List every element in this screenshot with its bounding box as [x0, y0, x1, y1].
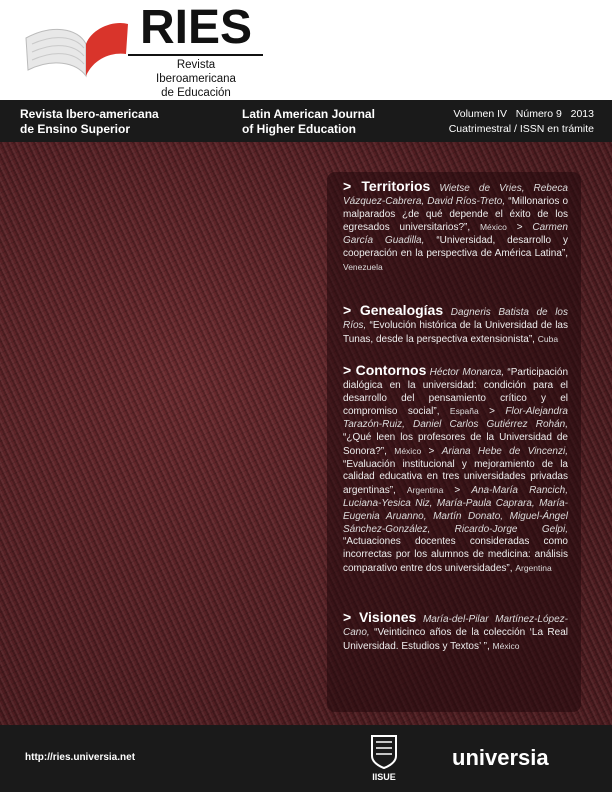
- section-heading: Contornos: [355, 362, 427, 378]
- title-rule: [128, 54, 263, 56]
- issue-info: [449, 107, 594, 137]
- journal-logo-title: RIES: [140, 1, 253, 54]
- portuguese-title-line1: Revista Ibero-americana: [20, 107, 159, 121]
- article-title: “Evaluación institucional y mejoramiento de la calidad educativa en tres universidades privadas argentinas”,: [343, 458, 568, 497]
- article-authors: Ariana Hebe de Vincenzi,: [441, 445, 568, 457]
- header: [0, 0, 612, 100]
- article-country: España: [449, 406, 479, 417]
- article-separator: >: [421, 445, 442, 457]
- article-separator: >: [478, 406, 506, 418]
- subtitle-line2: de Educación: [161, 87, 231, 99]
- section-heading: Genealogías: [359, 302, 444, 318]
- section-arrow-icon: >: [343, 609, 359, 625]
- article-title: “Participación dialógica en la universidad: condición para el desarrollo del pensamiento crítico y el compromiso social”,: [343, 367, 569, 418]
- section-arrow-icon: >: [343, 362, 356, 378]
- article-authors: María-del-Pilar Martínez-López-Cano,: [343, 614, 568, 638]
- info-band: [0, 100, 612, 142]
- article-title: “Evolución histórica de la Universidad de las Tunas, desde la perspectiva extensionista”,: [343, 319, 568, 345]
- article-authors: Dagneris Batista de los Ríos,: [343, 307, 568, 331]
- section-arrow-icon: >: [343, 302, 360, 318]
- article-title: “Actuaciones docentes consideradas como incorrectas por los alumnos de medicina: análisis comparativo entre dos universidades”,: [343, 536, 568, 574]
- section-heading: Visiones: [358, 609, 417, 625]
- section-genealogias: [343, 304, 568, 346]
- article-authors: Ana-María Rancich, Luciana-Yesica Niz, María-Paula Caprara, María-Eugenia Aruanno, Martín Donato, Miguel-Ángel Sánchez-González, Ricardo-Jorge Gelpi,: [343, 485, 568, 535]
- section-heading: Territorios: [361, 178, 431, 194]
- article-authors: Carmen García Guadilla,: [343, 222, 568, 247]
- article-authors: Héctor Monarca,: [429, 367, 505, 378]
- article-title: “¿Qué leen los profesores de la Universidad de Sonora?”,: [343, 431, 568, 457]
- article-separator: >: [443, 485, 472, 497]
- article-country: Cuba: [537, 333, 559, 344]
- volume-number: Volumen IV Número 9 2013: [453, 108, 594, 120]
- article-country: Venezuela: [343, 261, 383, 272]
- article-title: “Universidad, desarrollo y cooperación en la perspectiva de América Latina”,: [343, 235, 568, 259]
- section-arrow-icon: >: [343, 178, 362, 194]
- footer: [0, 725, 612, 792]
- universia-logo: universia: [452, 745, 549, 770]
- portuguese-title-line2: de Ensino Superior: [20, 122, 131, 136]
- article-title: “Veinticinco años de la colección ‘La Real Universidad. Estudios y Textos’ ”,: [343, 626, 568, 652]
- section-contornos: [343, 364, 568, 576]
- section-territorios: [343, 180, 568, 275]
- english-title: [242, 107, 375, 137]
- subtitle-line1: Revista Iberoamericana: [156, 59, 236, 85]
- article-authors: Flor-Alejandra Tarazón-Ruiz, Daniel Carlos Gutiérrez Rohán,: [343, 406, 568, 431]
- iisue-label: IISUE: [372, 772, 396, 782]
- unam-iisue-logo-icon: [366, 732, 402, 784]
- article-country: México: [492, 640, 520, 651]
- section-visiones: [343, 611, 568, 653]
- article-authors: Wietse de Vries, Rebeca Vázquez-Cabrera, David Ríos-Treto,: [343, 183, 568, 207]
- portuguese-title: [20, 107, 159, 137]
- issn-info: Cuatrimestral / ISSN en trámite: [448, 123, 594, 135]
- article-country: Argentina: [406, 485, 444, 496]
- article-separator: >: [506, 222, 533, 234]
- article-country: Argentina: [515, 562, 552, 573]
- article-title: “Millonarios o malparados ¿de qué depende el éxito de los egresados universitarios?”,: [343, 195, 568, 234]
- english-title-line1: Latin American Journal: [242, 107, 375, 121]
- article-country: México: [394, 445, 422, 456]
- article-country: México: [479, 222, 507, 233]
- website-link[interactable]: http://ries.universia.net: [25, 752, 136, 763]
- open-book-logo-icon: [22, 14, 130, 84]
- english-title-line2: of Higher Education: [242, 122, 356, 136]
